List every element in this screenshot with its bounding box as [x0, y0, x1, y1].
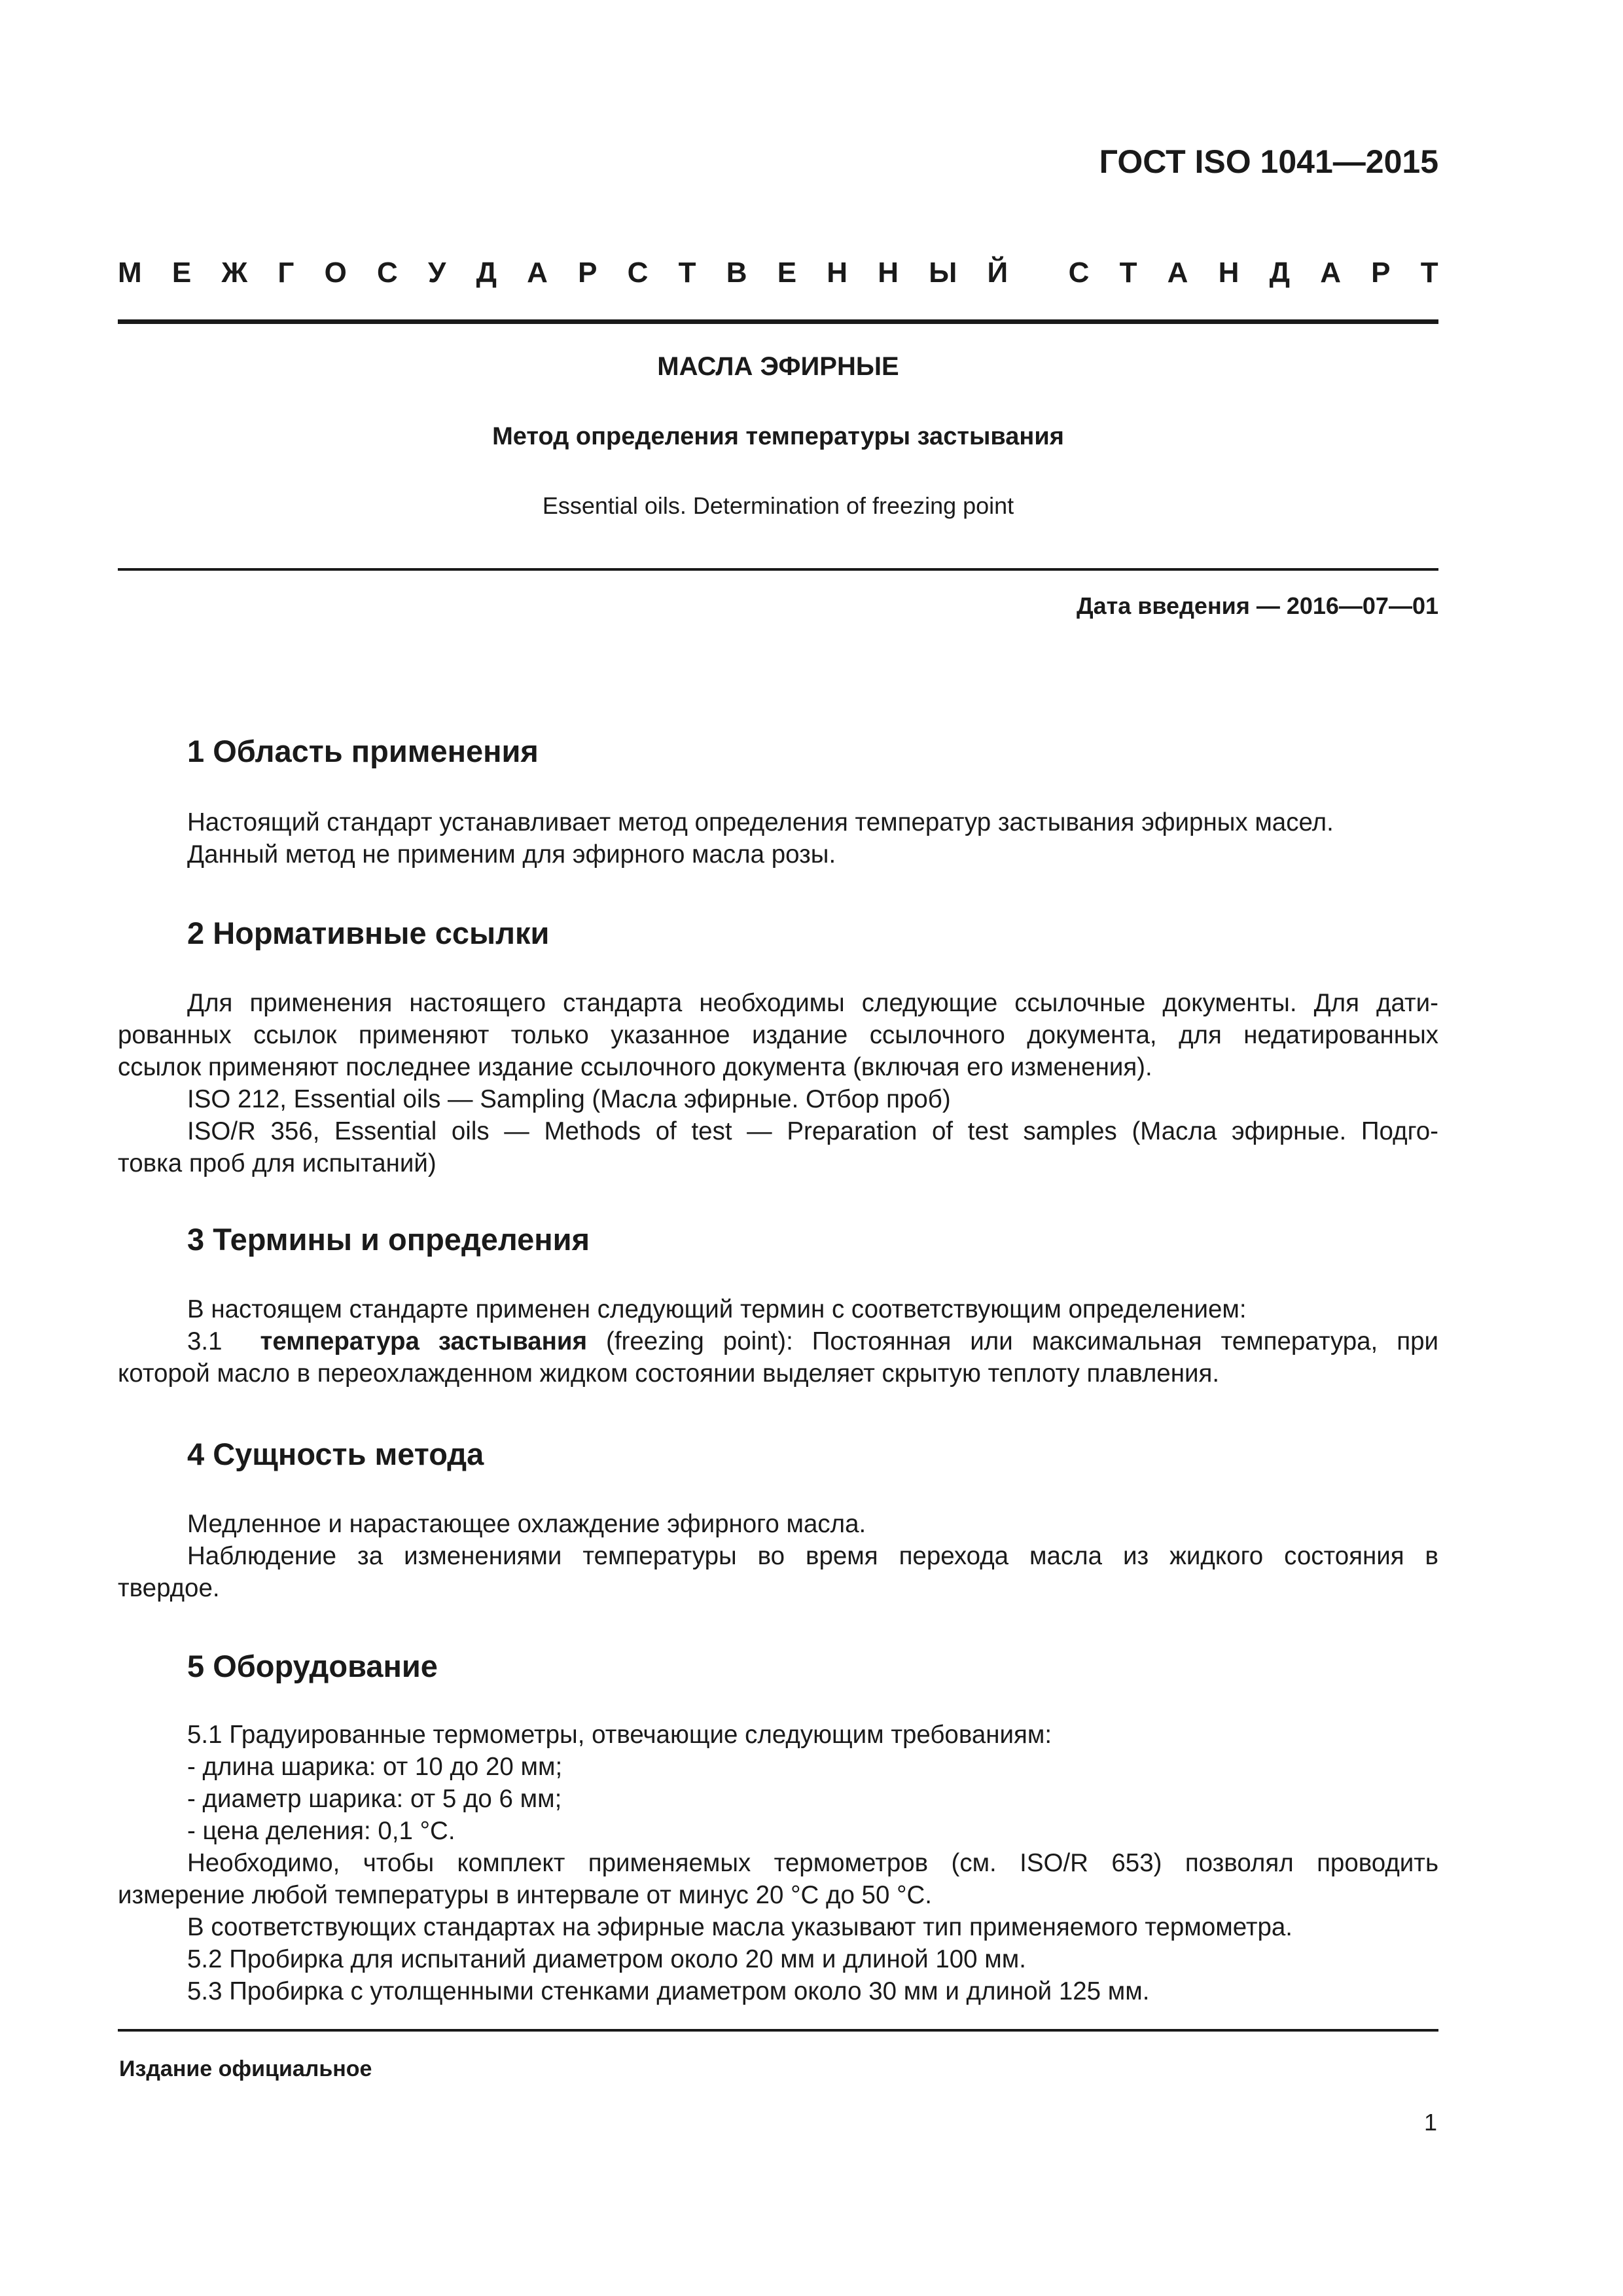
banner-letter: А	[1167, 257, 1188, 289]
section-body-1	[118, 806, 1438, 870]
text-line: Данный метод не применим для эфирного масла розы.	[187, 840, 836, 869]
section-heading-5: 5 Оборудование	[187, 1649, 438, 1683]
term-number: 3.1	[187, 1327, 223, 1355]
page-number: 1	[1423, 2109, 1437, 2136]
banner-letter: Р	[1371, 257, 1391, 289]
text-line: Наблюдение за изменениями температуры во время перехода масла из жидкого состояния в	[187, 1542, 1438, 1570]
text-line: измерение любой температуры в интервале от минус 20 °С до 50 °С.	[118, 1881, 932, 1909]
banner-letter: У	[427, 257, 446, 289]
banner-letter: Н	[1218, 257, 1240, 289]
text-line: В соответствующих стандартах на эфирные масла указывают тип применяемого термометра.	[187, 1913, 1293, 1941]
banner-letter: Ы	[929, 257, 957, 289]
banner-letter: Ж	[221, 257, 248, 289]
term-definition-text: (freezing point): Постоянная или максимальная температура, при	[606, 1327, 1438, 1355]
section-body-2	[118, 987, 1438, 1179]
banner-letter: Д	[476, 257, 497, 289]
section-body-4	[118, 1508, 1438, 1604]
text-line: ссылок применяют последнее издание ссылочного документа (включая его изменения).	[118, 1053, 1152, 1081]
banner-letter: Й	[987, 257, 1008, 289]
banner-letter: Т	[1420, 257, 1438, 289]
banner-letter: Н	[827, 257, 848, 289]
section-body-5	[118, 1719, 1438, 2007]
header-rule-thick	[118, 319, 1438, 324]
banner-letter: С	[627, 257, 649, 289]
document-subtitle: Метод определения температуры застывания	[492, 423, 1064, 450]
banner-letter: М	[118, 257, 142, 289]
section-heading-4: 4 Сущность метода	[187, 1437, 484, 1471]
standard-code: ГОСТ ISO 1041—2015	[1099, 143, 1438, 180]
banner-letter: Е	[777, 257, 797, 289]
banner-letter: Н	[878, 257, 899, 289]
banner-letter: А	[527, 257, 548, 289]
introduction-date: Дата введения — 2016—07—01	[1076, 592, 1438, 619]
edition-note: Издание официальное	[119, 2056, 372, 2081]
text-line: рованных ссылок применяют только указанное издание ссылочного документа, для недатированных	[118, 1021, 1438, 1049]
banner-letter: С	[1068, 257, 1090, 289]
text-line: Для применения настоящего стандарта необходимы следующие ссылочные документы. Для дати-	[187, 989, 1438, 1017]
banner-letter: Г	[277, 257, 294, 289]
list-item: - цена деления: 0,1 °С.	[187, 1817, 455, 1845]
banner-letter: Т	[678, 257, 696, 289]
banner-letter: Р	[578, 257, 597, 289]
section-heading-3: 3 Термины и определения	[187, 1222, 590, 1257]
text-line: Настоящий стандарт устанавливает метод определения температур застывания эфирных масел.	[187, 808, 1334, 836]
text-line: Медленное и нарастающее охлаждение эфирного масла.	[187, 1510, 866, 1538]
text-line: которой масло в переохлажденном жидком состоянии выделяет скрытую теплоту плавления.	[118, 1359, 1220, 1388]
text-line: товка проб для испытаний)	[118, 1149, 437, 1177]
section-heading-1: 1 Область применения	[187, 734, 539, 768]
footer-rule	[118, 2029, 1438, 2032]
banner-letter: Е	[171, 257, 192, 289]
standard-type-banner	[118, 257, 1438, 289]
text-line: твердое.	[118, 1574, 220, 1602]
reference-iso-r-356: ISO/R 356, Essential oils — Methods of test — Preparation of test samples (Масла эфирные. Подго-	[187, 1117, 1438, 1145]
reference-iso-212: ISO 212, Essential oils — Sampling (Масла эфирные. Отбор проб)	[187, 1085, 951, 1113]
list-item: - диаметр шарика: от 5 до 6 мм;	[187, 1785, 562, 1813]
document-title: МАСЛА ЭФИРНЫЕ	[657, 352, 899, 381]
text-line: 5.3 Пробирка с утолщенными стенками диаметром около 30 мм и длиной 125 мм.	[187, 1977, 1150, 2005]
text-line: 5.2 Пробирка для испытаний диаметром около 20 мм и длиной 100 мм.	[187, 1945, 1026, 1973]
english-title: Essential oils. Determination of freezing point	[542, 492, 1014, 519]
term-definition-line	[118, 1325, 1438, 1357]
term-name: температура застывания	[260, 1327, 588, 1355]
section-heading-2: 2 Нормативные ссылки	[187, 916, 550, 950]
text-line: В настоящем стандарте применен следующий термин с соответствующим определением:	[187, 1295, 1247, 1323]
title-rule	[118, 568, 1438, 571]
banner-letter: А	[1320, 257, 1341, 289]
banner-letter: В	[726, 257, 747, 289]
list-item: - длина шарика: от 10 до 20 мм;	[187, 1753, 563, 1781]
banner-letter: С	[377, 257, 398, 289]
text-line: Необходимо, чтобы комплект применяемых термометров (см. ISO/R 653) позволял проводить	[187, 1849, 1438, 1877]
banner-letter: Т	[1119, 257, 1137, 289]
section-body-3	[118, 1293, 1438, 1390]
banner-letter: Д	[1269, 257, 1290, 289]
banner-letter: О	[324, 257, 347, 289]
text-line: 5.1 Градуированные термометры, отвечающие следующим требованиям:	[187, 1721, 1052, 1749]
